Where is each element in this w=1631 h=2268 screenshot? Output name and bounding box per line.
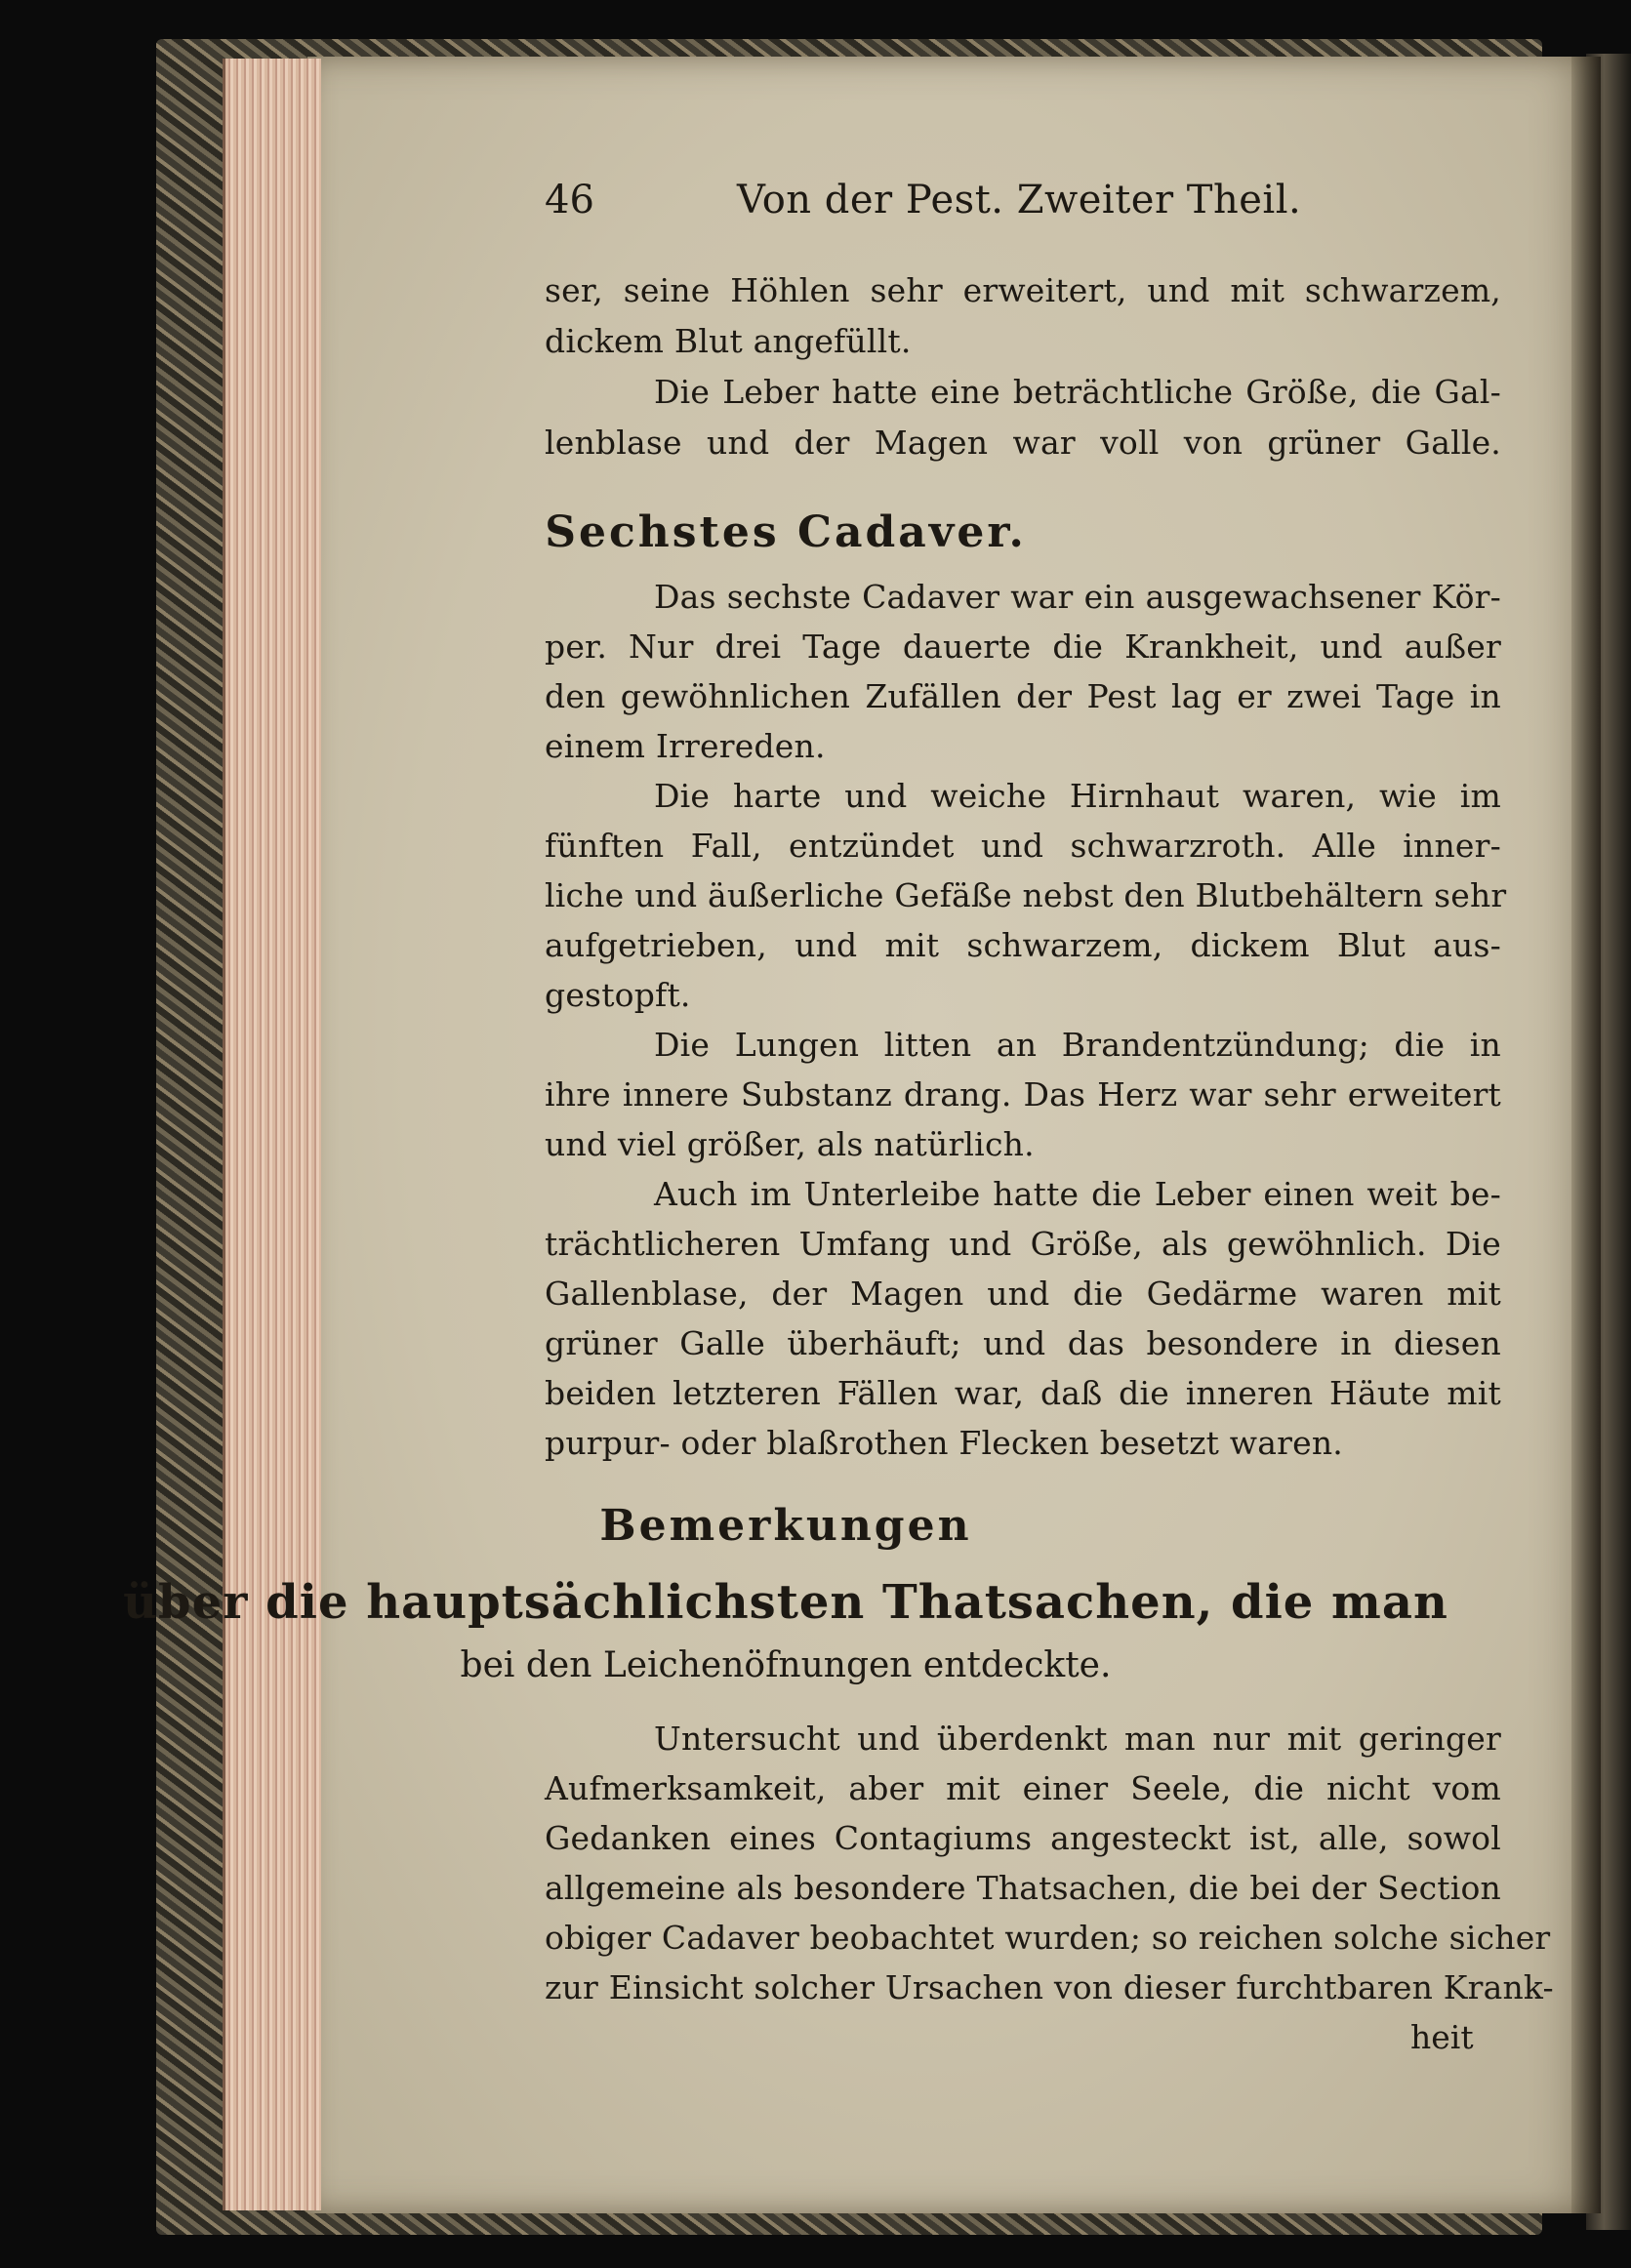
text-line: ser, seine Höhlen sehr erweitert, und mit schwarzem, bbox=[545, 271, 1501, 309]
text-line: Die harte und weiche Hirnhaut waren, wie im bbox=[654, 777, 1501, 815]
text-line: allgemeine als besondere Thatsachen, die bei der Section bbox=[545, 1869, 1501, 1907]
page-gutter-shadow bbox=[1571, 57, 1601, 2213]
text-line: Die Leber hatte eine beträchtliche Größe, die Gal- bbox=[654, 373, 1501, 411]
page-number: 46 bbox=[545, 178, 594, 223]
text-line: Untersucht und überdenkt man nur mit geringer bbox=[654, 1720, 1501, 1758]
remarks-heading: Bemerkungen bbox=[599, 1501, 972, 1551]
text-line: trächtlicheren Umfang und Größe, als gewöhnlich. Die bbox=[545, 1225, 1501, 1263]
remarks-subtitle: über die hauptsächlichsten Thatsachen, die man bbox=[123, 1575, 1448, 1630]
section-heading: Sechstes Cadaver. bbox=[545, 507, 1027, 557]
text-line: aufgetrieben, und mit schwarzem, dickem Blut aus- bbox=[545, 926, 1501, 964]
text-line: per. Nur drei Tage dauerte die Krankheit, und außer bbox=[545, 628, 1501, 666]
text-line: zur Einsicht solcher Ursachen von dieser furchtbaren Krank- bbox=[545, 1968, 1554, 2006]
text-line: Die Lungen litten an Brandentzündung; die in bbox=[654, 1026, 1501, 1064]
text-line: obiger Cadaver beobachtet wurden; so reichen solche sicher bbox=[545, 1919, 1551, 1957]
text-line: und viel größer, als natürlich. bbox=[545, 1125, 1035, 1163]
text-line: dickem Blut angefüllt. bbox=[545, 322, 912, 360]
text-line: den gewöhnlichen Zufällen der Pest lag er zwei Tage in bbox=[545, 677, 1501, 715]
page-edges bbox=[223, 59, 321, 2210]
text-line: lenblase und der Magen war voll von grüner Galle. bbox=[545, 424, 1501, 462]
text-line: Auch im Unterleibe hatte die Leber einen weit be- bbox=[654, 1175, 1501, 1213]
text-line: Gallenblase, der Magen und die Gedärme waren mit bbox=[545, 1275, 1501, 1313]
remarks-subtitle-line: bei den Leichenöfnungen entdeckte. bbox=[460, 1645, 1112, 1685]
text-line: grüner Galle überhäuft; und das besondere in diesen bbox=[545, 1324, 1501, 1362]
text-line: fünften Fall, entzündet und schwarzroth. Alle inner- bbox=[545, 827, 1501, 865]
text-line: einem Irrereden. bbox=[545, 727, 826, 765]
text-line: beiden letzteren Fällen war, daß die inneren Häute mit bbox=[545, 1374, 1501, 1412]
text-line: Aufmerksamkeit, aber mit einer Seele, die nicht vom bbox=[545, 1769, 1501, 1807]
catchword: heit bbox=[1410, 2018, 1474, 2056]
text-line: liche und äußerliche Gefäße nebst den Blutbehältern sehr bbox=[545, 876, 1507, 914]
text-line: ihre innere Substanz drang. Das Herz war sehr erweitert bbox=[545, 1075, 1501, 1114]
text-line: gestopft. bbox=[545, 976, 691, 1014]
text-line: purpur- oder blaßrothen Flecken besetzt waren. bbox=[545, 1424, 1343, 1462]
running-title: Von der Pest. Zweiter Theil. bbox=[737, 178, 1302, 223]
text-line: Gedanken eines Contagiums angesteckt ist, alle, sowol bbox=[545, 1819, 1501, 1857]
text-line: Das sechste Cadaver war ein ausgewachsener Kör- bbox=[654, 578, 1501, 616]
